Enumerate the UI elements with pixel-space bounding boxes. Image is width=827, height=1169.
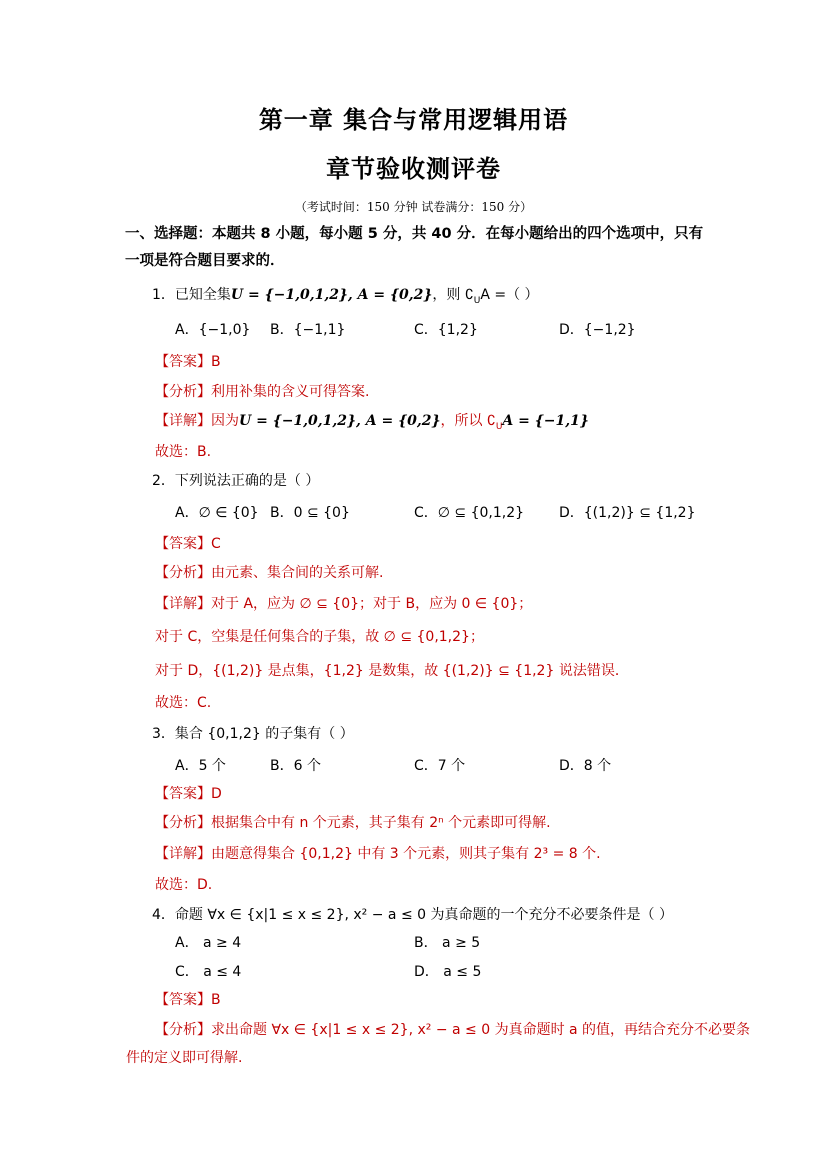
- section-heading: 一、选择题：本题共 8 小题，每小题 5 分，共 40 分．在每小题给出的四个选项中，只有一项是符合题目要求的．: [125, 226, 704, 269]
- q4-answer: 【答案】B: [155, 992, 221, 1008]
- q2-option-c: C．∅ ⊆ {0,1,2}: [414, 505, 525, 521]
- q4-option-a: A． a ≥ 4: [175, 935, 242, 951]
- q3-stem: 3．集合 {0,1,2} 的子集有（ ）: [152, 726, 354, 742]
- q4-option-b: B． a ≥ 5: [414, 935, 481, 951]
- q1-detail: 【详解】因为U = {−1,0,1,2}, A = {0,2}，所以 $∁_UA = \{-1,1\}$: [155, 413, 589, 432]
- q1-stem: 1．已知全集U = {−1,0,1,2}, A = {0,2}，则 $∁_UA$ =（ ）: [152, 287, 539, 306]
- q3-detail: 【详解】由题意得集合 {0,1,2} 中有 3 个元素，则其子集有 2³ = 8 个.: [155, 846, 601, 862]
- exam-meta: （考试时间：150 分钟 试卷满分：150 分）: [294, 200, 533, 214]
- q2-answer: 【答案】C: [155, 536, 221, 552]
- q3-option-b: B．6 个: [270, 758, 321, 774]
- q2-option-d: D．{(1,2)} ⊆ {1,2}: [559, 505, 696, 521]
- q2-detail-c: 对于 C，空集是任何集合的子集，故 ∅ ⊆ {0,1,2}；: [155, 629, 484, 645]
- q1-answer: 【答案】B: [155, 354, 221, 370]
- q3-analysis: 【分析】根据集合中有 n 个元素，其子集有 2ⁿ 个元素即可得解.: [155, 815, 551, 831]
- q4-analysis: 【分析】求出命题 ∀x ∈ {x|1 ≤ x ≤ 2}, x² − a ≤ 0 为真命题时 a 的值，再结合充分不必要条: [155, 1022, 751, 1038]
- q1-option-d: D．{−1,2}: [559, 322, 636, 338]
- q1-analysis: 【分析】利用补集的含义可得答案.: [155, 384, 370, 400]
- q2-detail-d: 对于 D，{(1,2)} 是点集，{1,2} 是数集，故 {(1,2)} ⊆ {1,2} 说法错误．: [155, 663, 629, 679]
- q3-option-c: C．7 个: [414, 758, 466, 774]
- q3-answer: 【答案】D: [155, 786, 222, 802]
- q1-option-c: C．{1,2}: [414, 322, 478, 338]
- page-subtitle: 章节验收测评卷: [326, 155, 501, 183]
- q4-analysis-cont: 件的定义即可得解.: [126, 1050, 243, 1066]
- q2-option-a: A．∅ ∈ {0}: [175, 505, 259, 521]
- page-title: 第一章 集合与常用逻辑用语: [258, 106, 569, 134]
- q2-option-b: B．0 ⊆ {0}: [270, 505, 350, 521]
- q3-option-a: A．5 个: [175, 758, 226, 774]
- q4-option-d: D． a ≤ 5: [414, 964, 482, 980]
- q2-stem: 2．下列说法正确的是（ ）: [152, 473, 320, 489]
- q4-stem: 4．命题 ∀x ∈ {x|1 ≤ x ≤ 2}, x² − a ≤ 0 为真命题的一个充分不必要条件是（ ）: [152, 907, 673, 923]
- q1-option-a: A．{−1,0}: [175, 322, 251, 338]
- q3-pick: 故选：D.: [155, 877, 213, 893]
- q3-option-d: D．8 个: [559, 758, 612, 774]
- q2-analysis: 【分析】由元素、集合间的关系可解.: [155, 565, 384, 581]
- q2-detail: 【详解】对于 A，应为 ∅ ⊆ {0}；对于 B，应为 0 ∈ {0}；: [155, 596, 533, 612]
- q1-pick: 故选：B.: [155, 444, 212, 460]
- q4-option-c: C． a ≤ 4: [175, 964, 242, 980]
- q2-pick: 故选：C.: [155, 695, 212, 711]
- q1-option-b: B．{−1,1}: [270, 322, 346, 338]
